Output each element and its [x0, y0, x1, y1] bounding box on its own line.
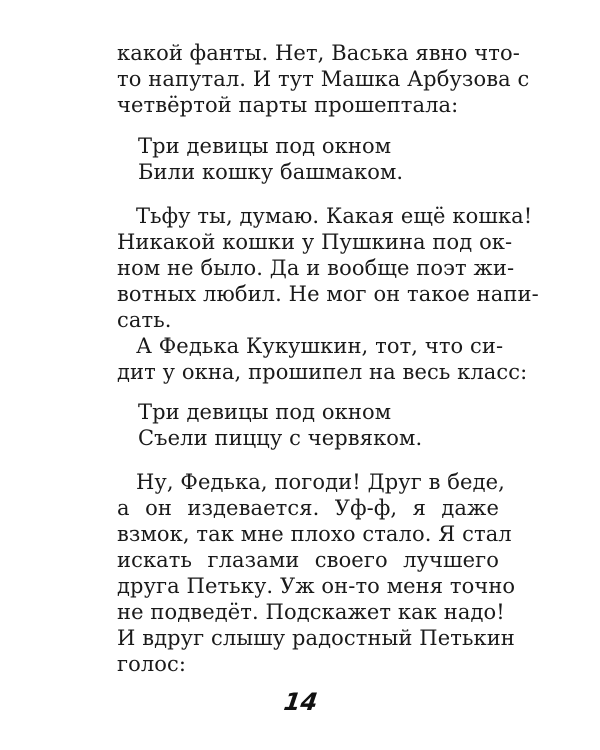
verse-2-line: Съели пиццу с червяком.	[138, 426, 423, 450]
verse-2-line: Три девицы под окном	[138, 400, 392, 424]
paragraph-4-line: друга Петьку. Уж он-то меня точно	[117, 574, 516, 598]
paragraph-4-line: взмок, так мне плохо стало. Я стал	[117, 522, 512, 546]
verse-1-line: Три девицы под окном	[138, 134, 392, 158]
paragraph-4-line: Ну, Федька, погоди! Друг в беде,	[136, 470, 505, 494]
paragraph-4-line: голос:	[117, 652, 187, 676]
paragraph-4-line: И вдруг слышу радостный Петькин	[117, 626, 515, 650]
paragraph-4-line: искать глазами своего лучшего	[117, 548, 499, 572]
paragraph-2-line: Тьфу ты, думаю. Какая ещё кошка!	[136, 204, 533, 228]
paragraph-3-line: А Федька Кукушкин, тот, что си-	[136, 334, 504, 358]
paragraph-2-line: сать.	[117, 308, 172, 332]
paragraph-1-line: какой фанты. Нет, Васька явно что-	[117, 41, 520, 65]
paragraph-2-line: вотных любил. Не мог он такое напи-	[117, 282, 539, 306]
page-number: 14	[282, 688, 320, 716]
paragraph-1-line: четвёртой парты прошептала:	[117, 93, 459, 117]
paragraph-3-line: дит у окна, прошипел на весь класс:	[117, 360, 528, 384]
verse-1-line: Били кошку башмаком.	[138, 160, 404, 184]
paragraph-2-line: ном не было. Да и вообще поэт жи-	[117, 256, 515, 280]
paragraph-2-line: Никакой кошки у Пушкина под ок-	[117, 230, 513, 254]
paragraph-4-line: не подведёт. Подскажет как надо!	[117, 600, 505, 624]
paragraph-4-line: а он издевается. Уф-ф, я даже	[117, 496, 499, 520]
paragraph-1-line: то напутал. И тут Машка Арбузова с	[117, 67, 530, 91]
